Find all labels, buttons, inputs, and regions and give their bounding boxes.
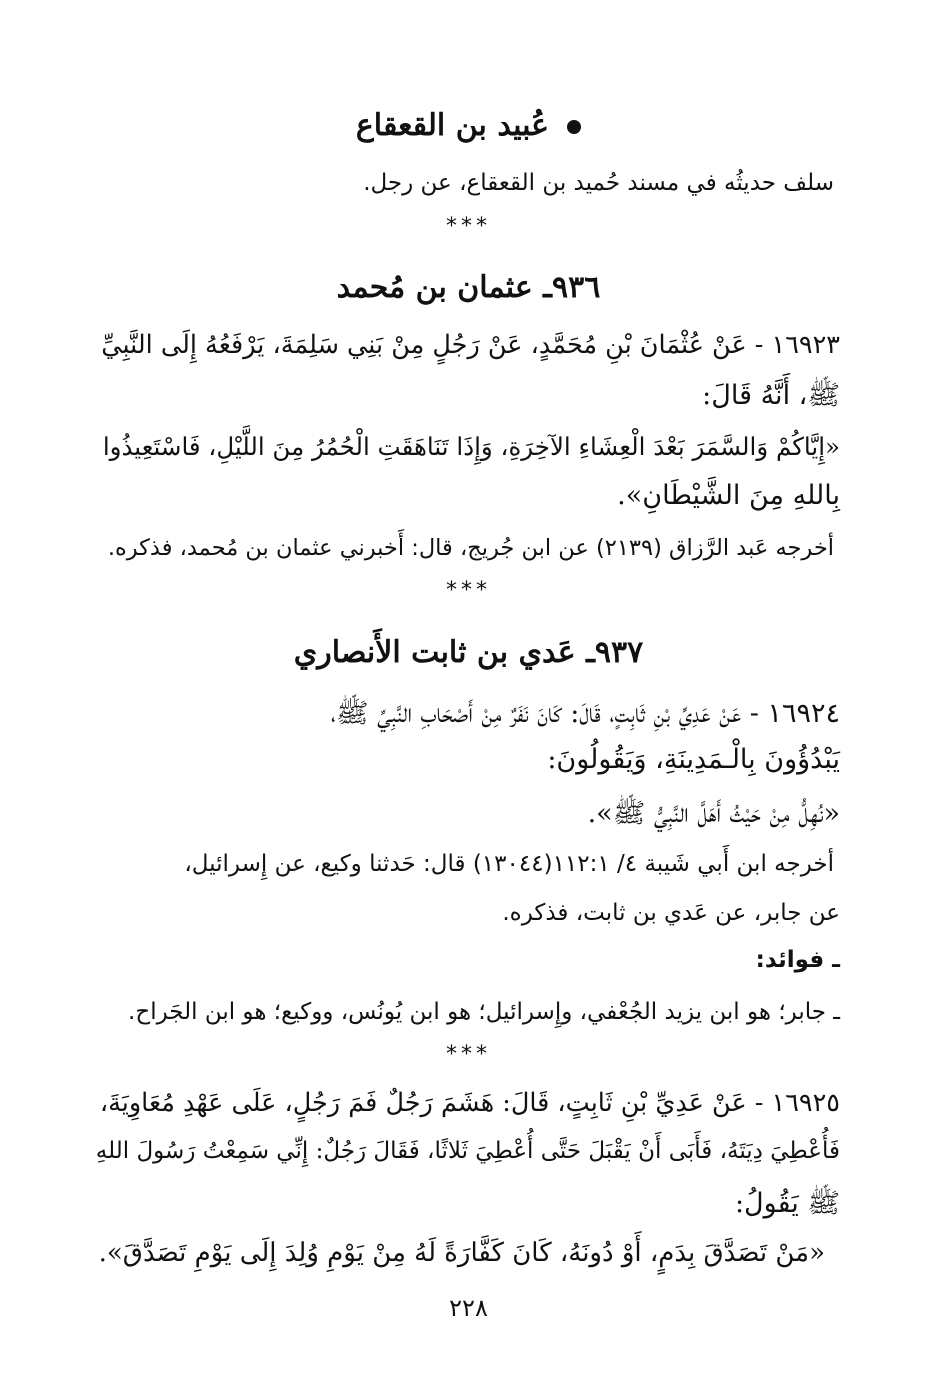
page-number: ٢٢٨ xyxy=(449,1294,488,1322)
fawaid-text: ـ جابر؛ هو ابن يزيد الجُعْفي، وإِسرائيل؛ هو ابن يُونُس، ووكيع؛ هو ابن الجَراح. xyxy=(128,999,840,1025)
hadith-16923-quote-line-1: «إِيَّاكُمْ وَالسَّمَرَ بَعْدَ الْعِشَاءِ الآخِرَةِ، وَإِذَا تَنَاهَقَتِ الْحُمُرُ مِنَ اللَّيْلِ، فَاسْتَعِيذُوا xyxy=(102,432,840,461)
hadith-16923-source: أخرجه عَبد الرَّزاق (٢١٣٩) عن ابن جُريج، قال: أَخبرني عثمان بن مُحمد، فذكره. xyxy=(107,535,834,561)
hadith-16925-line-2: فَأُعْطِيَ دِيَتَهُ، فَأَبَى أَنْ يَقْبَلَ حَتَّى أُعْطِيَ ثَلاثًا، فَقَالَ رَجُلٌ: إِنِّي سَمِعْتُ رَسُولَ اللهِ xyxy=(95,1138,840,1164)
bullet-icon xyxy=(567,120,581,134)
heading-text: عُبيد بن القعقاع xyxy=(355,108,550,143)
hadith-16925-line-1: ١٦٩٢٥ - عَنْ عَدِيِّ بْنِ ثَابِتٍ، قَالَ: هَشَمَ رَجُلٌ فَمَ رَجُلٍ، عَلَى عَهْدِ مُعَاوِيَةَ، xyxy=(99,1088,840,1118)
fawaid-label: ـ فوائد: xyxy=(755,947,840,973)
hadith-16925-quote: «مَنْ تَصَدَّقَ بِدَمٍ، أَوْ دُونَهُ، كَانَ كَفَّارَةً لَهُ مِنْ يَوْمِ وُلِدَ إِلَى يَوْمِ تَصَدَّقَ». xyxy=(98,1238,825,1268)
hadith-16924-line-2: يَبْدُؤُونَ بِالْـمَدِينَةِ، وَيَقُولُونَ: xyxy=(547,744,840,775)
hadith-16924-line-1: ١٦٩٢٤ - عَنْ عَدِيِّ بْنِ ثَابِتٍ، قَالَ: كَانَ نَفَرٌ مِنْ أَصْحَابِ النَّبِيِّ ﷺ، xyxy=(330,698,840,729)
section-heading-937: ٩٣٧ـ عَدي بن ثابت الأَنصاري xyxy=(293,635,644,670)
separator-stars: *** xyxy=(446,1042,491,1067)
hadith-16925-line-3: ﷺ يَقُولُ: xyxy=(734,1188,840,1219)
hadith-16924-quote: «نُهِلُّ مِنْ حَيْثُ أَهَلَّ النَّبِيُّ ﷺ». xyxy=(587,798,840,829)
section-heading-ubayd xyxy=(60,108,877,143)
ubayd-note: سلف حديثُه في مسند حُميد بن القعقاع، عن رجل. xyxy=(363,170,834,196)
separator-stars: *** xyxy=(446,214,491,239)
hadith-16924-source-line-2: عن جابر، عن عَدي بن ثابت، فذكره. xyxy=(502,900,840,926)
separator-stars: *** xyxy=(446,578,491,603)
hadith-16923-line-2: ﷺ، أَنَّهُ قَالَ: xyxy=(702,380,840,411)
hadith-16924-source-line-1: أخرجه ابن أَبي شَيبة ٤/ ١١٢:١(١٣٠٤٤) قال: حَدثنا وكيع، عن إِسرائيل، xyxy=(184,851,834,877)
hadith-16923-quote-line-2: بِاللهِ مِنَ الشَّيْطَانِ». xyxy=(617,480,840,511)
section-heading-936: ٩٣٦ـ عثمان بن مُحمد xyxy=(336,270,601,305)
hadith-16923-line-1: ١٦٩٢٣ - عَنْ عُثْمَانَ بْنِ مُحَمَّدٍ، عَنْ رَجُلٍ مِنْ بَنِي سَلِمَةَ، يَرْفَعُهُ إِلَى النَّبِيِّ xyxy=(101,330,840,360)
